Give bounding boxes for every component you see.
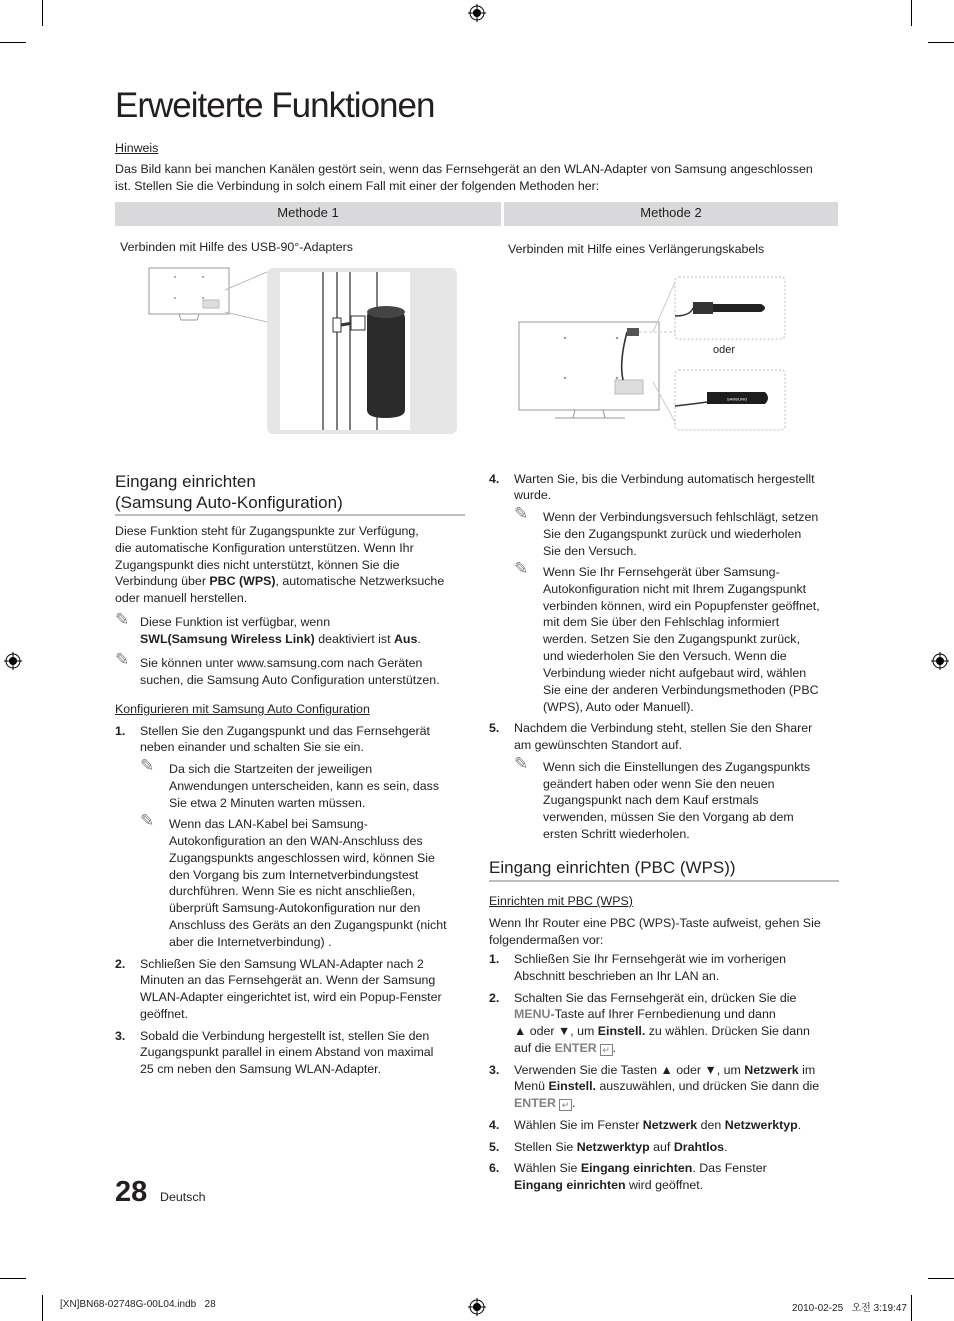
- step5-line: Nachdem die Verbindung steht, stellen Sie den Sharer: [514, 721, 813, 735]
- registration-mark-icon: [468, 1298, 486, 1316]
- step4-note2-line: Wenn Sie Ihr Fernsehgerät über Samsung-: [543, 565, 780, 579]
- intro-line: Verbindung über PBC (WPS), automatische Netzwerksuche: [115, 574, 445, 588]
- step-number: 1.: [489, 952, 500, 966]
- registration-mark-icon: [931, 652, 949, 670]
- note2-line: suchen, die Samsung Auto Configuration unterstützen.: [140, 673, 440, 687]
- sub-heading-auto-config: Konfigurieren mit Samsung Auto Configuration: [115, 702, 370, 716]
- pbc-step2-line: Schalten Sie das Fernsehgerät ein, drücken Sie die: [514, 991, 797, 1005]
- method1-header: Methode 1: [115, 202, 501, 226]
- step-number: 3.: [489, 1063, 500, 1077]
- pbc-step2-line: ▲ oder ▼, um Einstell. zu wählen. Drücken Sie dann: [514, 1024, 810, 1038]
- step1-note1-line: Da sich die Startzeiten der jeweiligen: [169, 762, 373, 776]
- step-number: 6.: [489, 1161, 500, 1175]
- hinweis-heading: Hinweis: [115, 141, 159, 155]
- step5-line: am gewünschten Standort auf.: [514, 738, 683, 752]
- pencil-note-icon: ✎: [115, 610, 130, 629]
- section-title-auto-config-line1: Eingang einrichten: [115, 472, 256, 491]
- intro-line: die automatische Konfiguration unterstützen. Wenn Ihr: [115, 541, 414, 555]
- step1-note1-line: Sie etwa 2 Minuten warten müssen.: [169, 796, 366, 810]
- step4-line: wurde.: [514, 488, 552, 502]
- method2-or-label: oder: [713, 344, 736, 356]
- crop-mark: [911, 0, 912, 26]
- stick-brand-label: SAMSUNG: [726, 396, 748, 402]
- step4-note2-line: und wiederholen Sie den Versuch. Wenn die: [543, 649, 787, 663]
- pbc-step2-line: MENU-Taste auf Ihrer Fernbedienung und dann: [514, 1007, 776, 1021]
- note1-line: SWL(Samsung Wireless Link) deaktiviert ist Aus.: [140, 632, 421, 646]
- note1-line: Diese Funktion ist verfügbar, wenn: [140, 615, 331, 629]
- registration-mark-icon: [468, 4, 486, 22]
- pbc-step1-line: Schließen Sie Ihr Fernsehgerät wie im vorherigen: [514, 952, 787, 966]
- step2-line: Schließen Sie den Samsung WLAN-Adapter nach 2: [140, 957, 424, 971]
- pencil-note-icon: ✎: [514, 754, 529, 773]
- page-title: Erweiterte Funktionen: [115, 86, 435, 125]
- pbc-step6-line: Eingang einrichten wird geöffnet.: [514, 1178, 704, 1192]
- section-title-auto-config-line2: (Samsung Auto-Konfiguration): [115, 493, 343, 512]
- pbc-step3-line: Verwenden Sie die Tasten ▲ oder ▼, um Netzwerk im: [514, 1063, 816, 1077]
- pencil-note-icon: ✎: [140, 811, 155, 830]
- pbc-step1-line: Abschnitt beschrieben an Ihr LAN an.: [514, 969, 720, 983]
- step1-line: Stellen Sie den Zugangspunkt und das Fernsehgerät: [140, 724, 431, 738]
- pbc-step4-line: Wählen Sie im Fenster Netzwerk den Netzwerktyp.: [514, 1118, 802, 1132]
- crop-mark: [928, 42, 954, 43]
- pbc-step3-line: ENTER ↵ .: [514, 1096, 576, 1110]
- pbc-step5-line: Stellen Sie Netzwerktyp auf Drahtlos.: [514, 1140, 728, 1154]
- step3-line: 25 cm neben den Samsung WLAN-Adapter.: [140, 1062, 382, 1076]
- step-number: 2.: [489, 991, 500, 1005]
- step-number: 3.: [115, 1029, 126, 1043]
- pencil-note-icon: ✎: [115, 650, 130, 669]
- pbc-step6-line: Wählen Sie Eingang einrichten. Das Fenster: [514, 1161, 767, 1175]
- method1-illustration: [145, 262, 461, 438]
- crop-mark: [911, 1295, 912, 1321]
- pencil-note-icon: ✎: [514, 559, 529, 578]
- sub-heading-pbc-wps: Einrichten mit PBC (WPS): [489, 894, 633, 908]
- hinweis-text-line2: ist. Stellen Sie die Verbindung in solch einem Fall mit einer der folgenden Methoden her:: [115, 179, 600, 193]
- step4-note2-line: mit dem Sie über den Fehlschlag informiert: [543, 615, 780, 629]
- step1-note2-line: überprüft Samsung-Autokonfiguration nur den: [169, 901, 421, 915]
- step5-note1-line: geändert haben oder wenn Sie den neuen: [543, 777, 775, 791]
- crop-mark: [0, 1278, 26, 1279]
- step4-note2-line: Autokonfiguration nicht mit Ihrem Zugangspunkt: [543, 582, 807, 596]
- step2-line: WLAN-Adapter eingerichtet ist, wird ein Popup-Fenster: [140, 990, 442, 1004]
- step1-note2-line: aber die Internetverbindung) .: [169, 935, 332, 949]
- step1-note2-line: den Vorgang bis zum Internetverbindungstest: [169, 868, 419, 882]
- intro-line: oder manuell herstellen.: [115, 591, 248, 605]
- section-rule: [115, 514, 465, 516]
- step2-line: geöffnet.: [140, 1007, 189, 1021]
- step1-note2-line: Wenn das LAN-Kabel bei Samsung-: [169, 817, 368, 831]
- enter-key-icon: ↵: [600, 1044, 613, 1056]
- note2-line: Sie können unter www.samsung.com nach Geräten: [140, 656, 423, 670]
- intro-line: Zugangspunkt dies nicht unterstützt, können Sie die: [115, 558, 400, 572]
- section-title-pbc-wps: Eingang einrichten (PBC (WPS)): [489, 858, 736, 877]
- crop-mark: [0, 42, 26, 43]
- step3-line: Sobald die Verbindung hergestellt ist, stellen Sie den: [140, 1029, 430, 1043]
- step4-note2-line: werden. Setzen Sie den Zugangspunkt zurück,: [543, 632, 800, 646]
- intro-line: Diese Funktion steht für Zugangspunkte zur Verfügung,: [115, 524, 419, 538]
- pencil-note-icon: ✎: [140, 756, 155, 775]
- step5-note1-line: ersten Schritt wiederholen.: [543, 827, 690, 841]
- step1-note1-line: Anwendungen unterscheiden, kann es sein, dass: [169, 779, 440, 793]
- step4-note1-line: Sie den Zugangspunkt zurück und wiederholen: [543, 527, 802, 541]
- step4-line: Warten Sie, bis die Verbindung automatisch hergestellt: [514, 472, 815, 486]
- step-number: 4.: [489, 472, 500, 486]
- step4-note2-line: verbinden können, wird ein Popupfenster geöffnet,: [543, 599, 820, 613]
- page-number: 28: [115, 1176, 148, 1208]
- step1-note2-line: Zugangspunkts angeschlossen wird, können Sie: [169, 851, 435, 865]
- step-number: 1.: [115, 724, 126, 738]
- step1-line: neben einander und schalten Sie sie ein.: [140, 740, 364, 754]
- step-number: 5.: [489, 1140, 500, 1154]
- enter-key-icon: ↵: [559, 1099, 572, 1111]
- step3-line: Zugangspunkt parallel in einem Abstand von maximal: [140, 1045, 434, 1059]
- step-number: 2.: [115, 957, 126, 971]
- step5-note1-line: Wenn sich die Einstellungen des Zugangspunkts: [543, 760, 811, 774]
- hinweis-text-line1: Das Bild kann bei manchen Kanälen gestört sein, wenn das Fernsehgerät an den WLAN-Adapter von Samsung angeschlossen: [115, 162, 813, 176]
- step4-note1-line: Wenn der Verbindungsversuch fehlschlägt, setzen: [543, 510, 819, 524]
- step4-note1-line: Sie den Versuch.: [543, 544, 637, 558]
- pbc-step2-line: auf die ENTER ↵ .: [514, 1041, 617, 1055]
- crop-mark: [928, 1278, 954, 1279]
- step4-note2-line: Verbindung wieder nicht aufgebaut wird, wählen: [543, 666, 807, 680]
- method2-illustration: [515, 272, 790, 434]
- intro2-line: Wenn Ihr Router eine PBC (WPS)-Taste aufweist, gehen Sie: [489, 916, 821, 930]
- step2-line: Minuten an das Fernsehgerät an. Wenn der Samsung: [140, 973, 436, 987]
- step4-note2-line: Sie eine der anderen Verbindungsmethoden (PBC: [543, 683, 819, 697]
- step1-note2-line: Autokonfiguration an den WAN-Anschluss des: [169, 834, 423, 848]
- step-number: 4.: [489, 1118, 500, 1132]
- section-rule: [489, 880, 839, 882]
- method1-caption: Verbinden mit Hilfe des USB-90°-Adapters: [120, 240, 353, 254]
- file-info: [XN]BN68-02748G-00L04.indb 28: [60, 1299, 216, 1310]
- step5-note1-line: Zugangspunkt nach dem Kauf erstmals: [543, 793, 759, 807]
- intro2-line: folgendermaßen vor:: [489, 933, 604, 947]
- step5-note1-line: verwenden, müssen Sie den Vorgang ab dem: [543, 810, 794, 824]
- pbc-step3-line: Menü Einstell. auszuwählen, und drücken Sie dann die: [514, 1079, 820, 1093]
- registration-mark-icon: [4, 652, 22, 670]
- print-timestamp: 2010-02-25 오전 3:19:47: [792, 1303, 907, 1314]
- crop-mark: [42, 1295, 43, 1321]
- step-number: 5.: [489, 721, 500, 735]
- method2-header: Methode 2: [504, 202, 838, 226]
- step1-note2-line: Anschluss des Geräts an den Zugangspunkt (nicht: [169, 918, 447, 932]
- pencil-note-icon: ✎: [514, 504, 529, 523]
- method2-caption: Verbinden mit Hilfe eines Verlängerungskabels: [508, 242, 765, 256]
- step4-note2-line: (WPS), Auto oder Manuell).: [543, 700, 694, 714]
- crop-mark: [42, 0, 43, 26]
- language-label: Deutsch: [160, 1190, 206, 1204]
- step1-note2-line: durchführen. Wenn Sie es nicht anschließen,: [169, 884, 416, 898]
